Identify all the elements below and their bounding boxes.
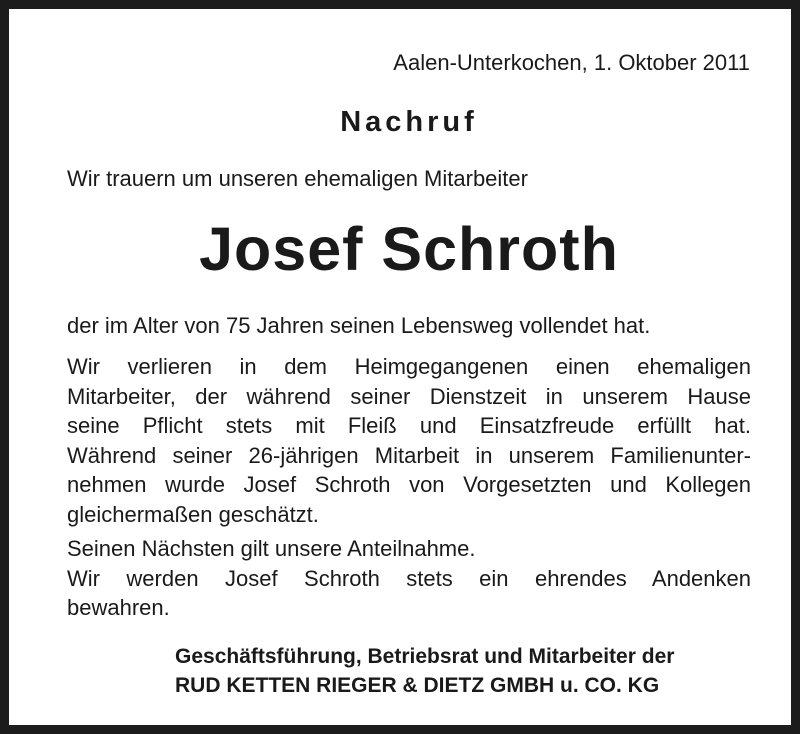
tribute-line: nehmen wurde Josef Schroth von Vorgesetzten und Kollegen: [67, 472, 751, 497]
tribute-line: Während seiner 26-jährigen Mitarbeit in unserem Familienunter-: [67, 442, 751, 468]
condolence-paragraph: [67, 534, 751, 623]
condolence-line: bewahren.: [67, 595, 170, 620]
condolence-line: Wir werden Josef Schroth stets ein ehrendes Andenken: [67, 565, 751, 591]
tribute-paragraph: [67, 352, 751, 529]
tribute-line: seine Pflicht stets mit Fleiß und Einsatzfreude erfüllt hat.: [67, 413, 751, 438]
tribute-line: Mitarbeiter, der während seiner Dienstzeit in unserem Hause: [67, 383, 751, 409]
signature-block: [175, 642, 795, 700]
notice-heading: Nachruf: [340, 106, 478, 138]
deceased-name: Josef Schroth: [199, 215, 619, 283]
signature-line: Geschäftsführung, Betriebsrat und Mitarbeiter der: [175, 645, 675, 668]
tribute-line: gleichermaßen geschätzt.: [67, 501, 319, 527]
condolence-line: Seinen Nächsten gilt unsere Anteilnahme.: [67, 536, 476, 561]
age-text: der im Alter von 75 Jahren seinen Lebensweg vollendet hat.: [67, 313, 651, 338]
place-date: Aalen-Unterkochen, 1. Oktober 2011: [393, 50, 750, 75]
intro-text: Wir trauern um unseren ehemaligen Mitarbeiter: [67, 166, 528, 191]
company-name: RUD KETTEN RIEGER & DIETZ GMBH u. CO. KG: [175, 674, 660, 697]
tribute-line: Wir verlieren in dem Heimgegangenen einen ehemaligen: [67, 354, 751, 379]
